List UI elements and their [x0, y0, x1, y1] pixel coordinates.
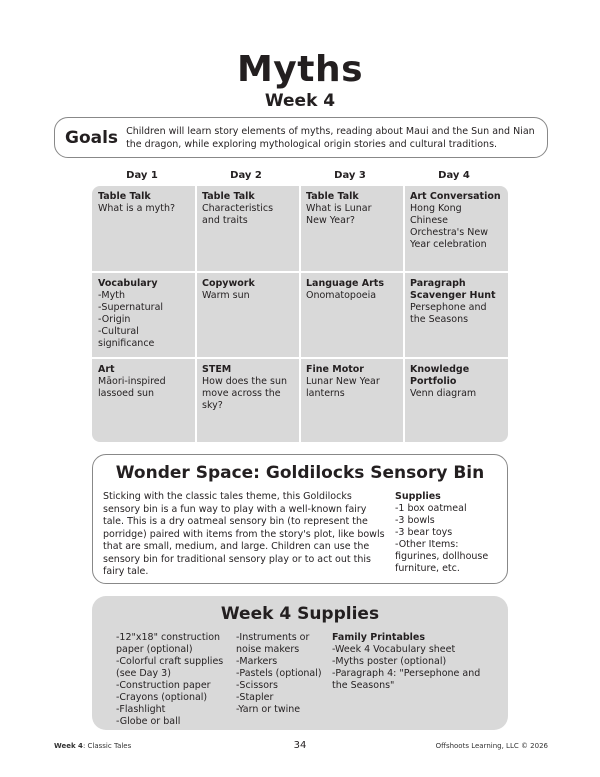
- grid-cell-r2-d3: [300, 273, 403, 307]
- grid-cell-r1-d2: [196, 186, 299, 232]
- cell-body: Hong Kong Chinese Orchestra's New Year celebration: [410, 203, 488, 250]
- supplies-column-2: -Instruments or noise makers -Markers -Pastels (optional) -Scissors -Stapler -Yarn or twine: [236, 632, 322, 715]
- wonder-supplies: [395, 491, 505, 575]
- goals-label: Goals: [65, 127, 119, 148]
- wonder-supplies-heading: Supplies: [395, 491, 441, 502]
- cell-heading: Table Talk: [202, 191, 255, 202]
- goals-box: [54, 117, 548, 158]
- cell-body: What is Lunar New Year?: [306, 203, 372, 226]
- cell-heading: Knowledge Portfolio: [410, 364, 470, 387]
- cell-body: Onomatopoeia: [306, 290, 377, 301]
- day-3-header: Day 3: [334, 170, 366, 181]
- cell-body: -Myth -Supernatural -Origin -Cultural significance: [98, 290, 164, 349]
- wonder-space-title: Wonder Space: Goldilocks Sensory Bin: [115, 463, 485, 483]
- footer-week: Week 4: [54, 742, 83, 750]
- grid-cell-r2-d1: [92, 273, 195, 355]
- wonder-space-box: [92, 454, 508, 584]
- grid-cell-r3-d3: [300, 359, 403, 405]
- cell-body: Venn diagram: [410, 388, 477, 399]
- grid-cell-r2-d2: [196, 273, 299, 307]
- week-supplies-title: Week 4 Supplies: [220, 604, 380, 624]
- family-printables-list: -Week 4 Vocabulary sheet -Myths poster (optional) -Paragraph 4: "Persephone and the Seasons": [332, 644, 481, 691]
- footer-section: : Classic Tales: [82, 742, 132, 750]
- day-4-header: Day 4: [438, 170, 470, 181]
- cell-body: What is a myth?: [98, 203, 176, 214]
- grid-cell-r3-d1: [92, 359, 195, 405]
- cell-heading: Table Talk: [306, 191, 359, 202]
- footer-right: Offshoots Learning, LLC © 2026: [435, 742, 548, 750]
- cell-heading: STEM: [202, 364, 232, 375]
- grid-cell-r1-d3: [300, 186, 403, 232]
- grid-cell-r2-d4: [404, 273, 507, 331]
- page-subtitle: Week 4: [264, 91, 336, 111]
- cell-heading: Fine Motor: [306, 364, 364, 375]
- cell-heading: Art Conversation: [410, 191, 501, 202]
- goals-text: Children will learn story elements of myths, reading about Maui and the Sun and Nian the dragon, while exploring mythological origin stories and cultural traditions.: [126, 125, 535, 150]
- cell-body: Māori-inspired lassoed sun: [98, 376, 166, 399]
- schedule-grid: [92, 186, 508, 442]
- cell-heading: Paragraph Scavenger Hunt: [410, 278, 496, 301]
- page-number: 34: [293, 740, 307, 751]
- cell-body: How does the sun move across the sky?: [202, 376, 288, 411]
- cell-body: Persephone and the Seasons: [410, 302, 487, 325]
- cell-body: Warm sun: [202, 290, 250, 301]
- grid-cell-r3-d2: [196, 359, 299, 417]
- cell-heading: Vocabulary: [98, 278, 158, 289]
- cell-body: Characteristics and traits: [202, 203, 274, 226]
- wonder-space-text: Sticking with the classic tales theme, this Goldilocks sensory bin is a fun way to play with a well-known fairy tale. This is a dry oatmeal sensory bin (to represent the porridge) paired with items from the story's plot, like bowls that are small, medium, and large. Children can use the sensory bin for traditional sensory play or to act out this fairy tale.: [103, 491, 385, 577]
- supplies-column-3: [332, 632, 502, 692]
- cell-heading: Language Arts: [306, 278, 384, 289]
- supplies-column-1: -12"x18" construction paper (optional) -Colorful craft supplies (see Day 3) -Construction paper -Crayons (optional) -Flashlight -Globe or ball: [116, 632, 224, 727]
- grid-cell-r3-d4: [404, 359, 507, 405]
- grid-cell-r1-d1: [92, 186, 195, 220]
- cell-heading: Table Talk: [98, 191, 151, 202]
- day-1-header: Day 1: [126, 170, 158, 181]
- page-title: Myths: [236, 49, 364, 90]
- cell-body: Lunar New Year lanterns: [306, 376, 380, 399]
- grid-cell-r1-d4: [404, 186, 507, 256]
- week-supplies-box: [92, 596, 508, 730]
- wonder-supplies-list: -1 box oatmeal -3 bowls -3 bear toys -Other Items: figurines, dollhouse furniture, etc.: [395, 503, 489, 574]
- family-printables-heading: Family Printables: [332, 632, 426, 643]
- day-2-header: Day 2: [230, 170, 262, 181]
- cell-heading: Copywork: [202, 278, 255, 289]
- cell-heading: Art: [98, 364, 115, 375]
